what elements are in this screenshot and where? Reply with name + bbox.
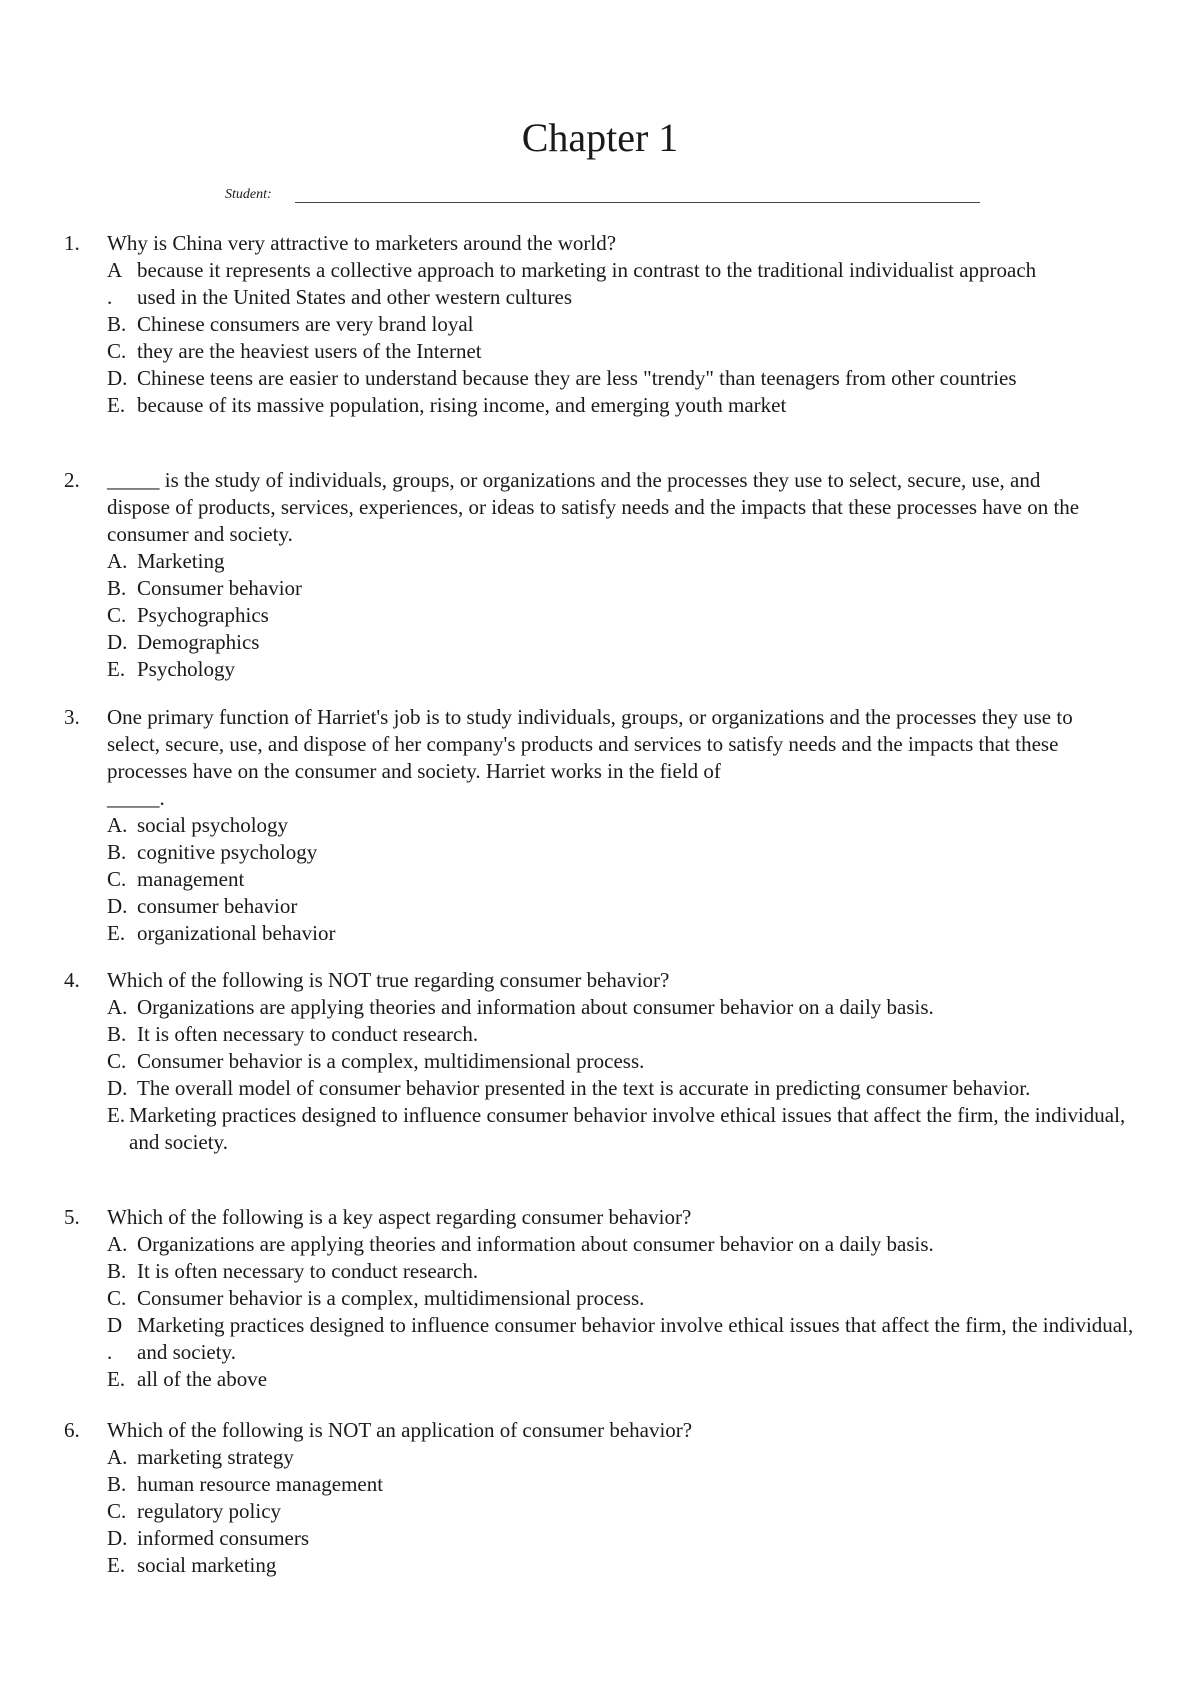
option-letter: C. <box>107 339 127 363</box>
option-d[interactable] <box>107 1525 1164 1552</box>
question-4 <box>64 967 1164 1156</box>
option-letter: E. <box>107 1553 126 1577</box>
option-text: because it represents a collective approach to marketing in contrast to the traditional individualist approach used in the United States and other western cultures <box>137 258 1037 309</box>
option-text: marketing strategy <box>137 1445 294 1469</box>
option-text: The overall model of consumer behavior presented in the text is accurate in predicting consumer behavior. <box>137 1076 1031 1100</box>
option-d[interactable] <box>107 1312 1137 1366</box>
option-letter: A . <box>107 258 123 309</box>
option-b[interactable] <box>107 311 1164 338</box>
option-letter: B. <box>107 840 127 864</box>
option-text: Demographics <box>137 630 260 654</box>
option-text: Consumer behavior is a complex, multidimensional process. <box>137 1049 645 1073</box>
option-letter: D . <box>107 1313 123 1364</box>
option-letter: B. <box>107 576 127 600</box>
option-text: because of its massive population, rising income, and emerging youth market <box>137 393 787 417</box>
option-letter: E. <box>107 657 126 681</box>
option-text: human resource management <box>137 1472 384 1496</box>
option-c[interactable] <box>107 866 1164 893</box>
option-d[interactable] <box>107 365 1067 392</box>
option-b[interactable] <box>107 1021 1164 1048</box>
student-label: Student: <box>225 187 272 202</box>
student-field[interactable] <box>225 183 980 207</box>
option-text: Chinese teens are easier to understand because they are less "trendy" than teenagers from other countries <box>137 366 1017 390</box>
question-6 <box>64 1417 1164 1579</box>
question-text: Which of the following is NOT an application of consumer behavior? <box>107 1418 693 1442</box>
option-letter: A. <box>107 1445 128 1469</box>
option-text: consumer behavior <box>137 894 298 918</box>
question-number: 4. <box>64 968 80 992</box>
question-5 <box>64 1204 1164 1393</box>
option-letter: D. <box>107 894 128 918</box>
option-text: It is often necessary to conduct research. <box>137 1022 479 1046</box>
option-text: Consumer behavior is a complex, multidimensional process. <box>137 1286 645 1310</box>
option-letter: B. <box>107 1022 127 1046</box>
option-text: regulatory policy <box>137 1499 282 1523</box>
option-letter: C. <box>107 1049 127 1073</box>
question-number: 1. <box>64 231 80 255</box>
option-text: organizational behavior <box>137 921 336 945</box>
option-letter: C. <box>107 1499 127 1523</box>
option-e[interactable] <box>107 656 1164 683</box>
option-letter: C. <box>107 1286 127 1310</box>
option-letter: E. <box>107 1367 126 1391</box>
option-c[interactable] <box>107 602 1164 629</box>
option-text: Marketing practices designed to influence consumer behavior involve ethical issues that affect the firm, the individual, and society. <box>137 1313 1134 1364</box>
option-text: Marketing <box>137 549 225 573</box>
option-d[interactable] <box>107 893 1164 920</box>
question-number: 2. <box>64 468 80 492</box>
option-b[interactable] <box>107 839 1164 866</box>
question-number: 3. <box>64 705 80 729</box>
option-letter: A. <box>107 995 128 1019</box>
option-a[interactable] <box>107 1444 1164 1471</box>
option-d[interactable] <box>107 1075 1067 1102</box>
option-letter: D. <box>107 630 128 654</box>
option-text: they are the heaviest users of the Internet <box>137 339 482 363</box>
question-number: 5. <box>64 1205 80 1229</box>
option-e[interactable] <box>107 1366 1164 1393</box>
question-blank: _____ <box>107 468 160 492</box>
option-letter: B. <box>107 1259 127 1283</box>
option-text: management <box>137 867 245 891</box>
option-text: social marketing <box>137 1553 277 1577</box>
option-letter: E. <box>107 393 126 417</box>
option-letter: C. <box>107 867 127 891</box>
question-blank: _____. <box>107 786 165 810</box>
option-letter: D. <box>107 1526 128 1550</box>
option-text: Chinese consumers are very brand loyal <box>137 312 474 336</box>
student-name-line[interactable] <box>295 202 980 203</box>
option-text: Psychographics <box>137 603 269 627</box>
question-text: _____ is the study of individuals, groups, or organizations and the processes they use to select, secure, use, and dispose of products, services, experiences, or ideas to satisfy needs and the impacts that these processes have on the consumer and society. <box>107 468 1080 546</box>
option-letter: E. <box>107 921 126 945</box>
option-letter: A. <box>107 1232 128 1256</box>
option-b[interactable] <box>107 1471 1164 1498</box>
option-e[interactable] <box>107 1552 1164 1579</box>
option-e[interactable] <box>107 920 1164 947</box>
page-title: Chapter 1 <box>521 115 679 160</box>
question-text: Why is China very attractive to marketers around the world? <box>107 231 617 255</box>
option-c[interactable] <box>107 1285 1164 1312</box>
option-letter: B. <box>107 1472 127 1496</box>
option-c[interactable] <box>107 1048 1164 1075</box>
option-c[interactable] <box>107 1498 1164 1525</box>
question-text: Which of the following is a key aspect regarding consumer behavior? <box>107 1205 692 1229</box>
option-text: Marketing practices designed to influence consumer behavior involve ethical issues that affect the firm, the individual, and society. <box>129 1103 1126 1154</box>
option-letter: E. <box>107 1103 126 1127</box>
option-text: Consumer behavior <box>137 576 303 600</box>
question-1 <box>64 230 1164 419</box>
question-text: Which of the following is NOT true regarding consumer behavior? <box>107 968 670 992</box>
option-e[interactable] <box>107 1102 1129 1156</box>
option-text: informed consumers <box>137 1526 310 1550</box>
option-b[interactable] <box>107 575 1164 602</box>
option-d[interactable] <box>107 629 1164 656</box>
option-text: social psychology <box>137 813 289 837</box>
question-text: One primary function of Harriet's job is to study individuals, groups, or organizations and the processes they use to select, secure, use, and dispose of her company's products and services to satisfy needs and the impacts that these processes have on the consumer and society. Harriet works in the field of <box>107 705 1073 783</box>
option-letter: A. <box>107 549 128 573</box>
option-letter: C. <box>107 603 127 627</box>
option-b[interactable] <box>107 1258 1164 1285</box>
option-text: Organizations are applying theories and information about consumer behavior on a daily basis. <box>137 1232 934 1256</box>
option-a[interactable] <box>107 812 1164 839</box>
option-letter: D. <box>107 1076 128 1100</box>
question-2 <box>64 467 1164 683</box>
option-a[interactable] <box>107 257 1067 311</box>
option-letter: D. <box>107 366 128 390</box>
option-text: Organizations are applying theories and information about consumer behavior on a daily basis. <box>137 995 934 1019</box>
option-letter: A. <box>107 813 128 837</box>
option-a[interactable] <box>107 994 1164 1021</box>
option-a[interactable] <box>107 548 1164 575</box>
question-number: 6. <box>64 1418 80 1442</box>
option-text: It is often necessary to conduct research. <box>137 1259 479 1283</box>
question-3 <box>64 704 1164 947</box>
option-e[interactable] <box>107 392 1164 419</box>
option-text: all of the above <box>137 1367 268 1391</box>
option-letter: B. <box>107 312 127 336</box>
option-text: cognitive psychology <box>137 840 318 864</box>
option-c[interactable] <box>107 338 1164 365</box>
option-a[interactable] <box>107 1231 1164 1258</box>
option-text: Psychology <box>137 657 236 681</box>
